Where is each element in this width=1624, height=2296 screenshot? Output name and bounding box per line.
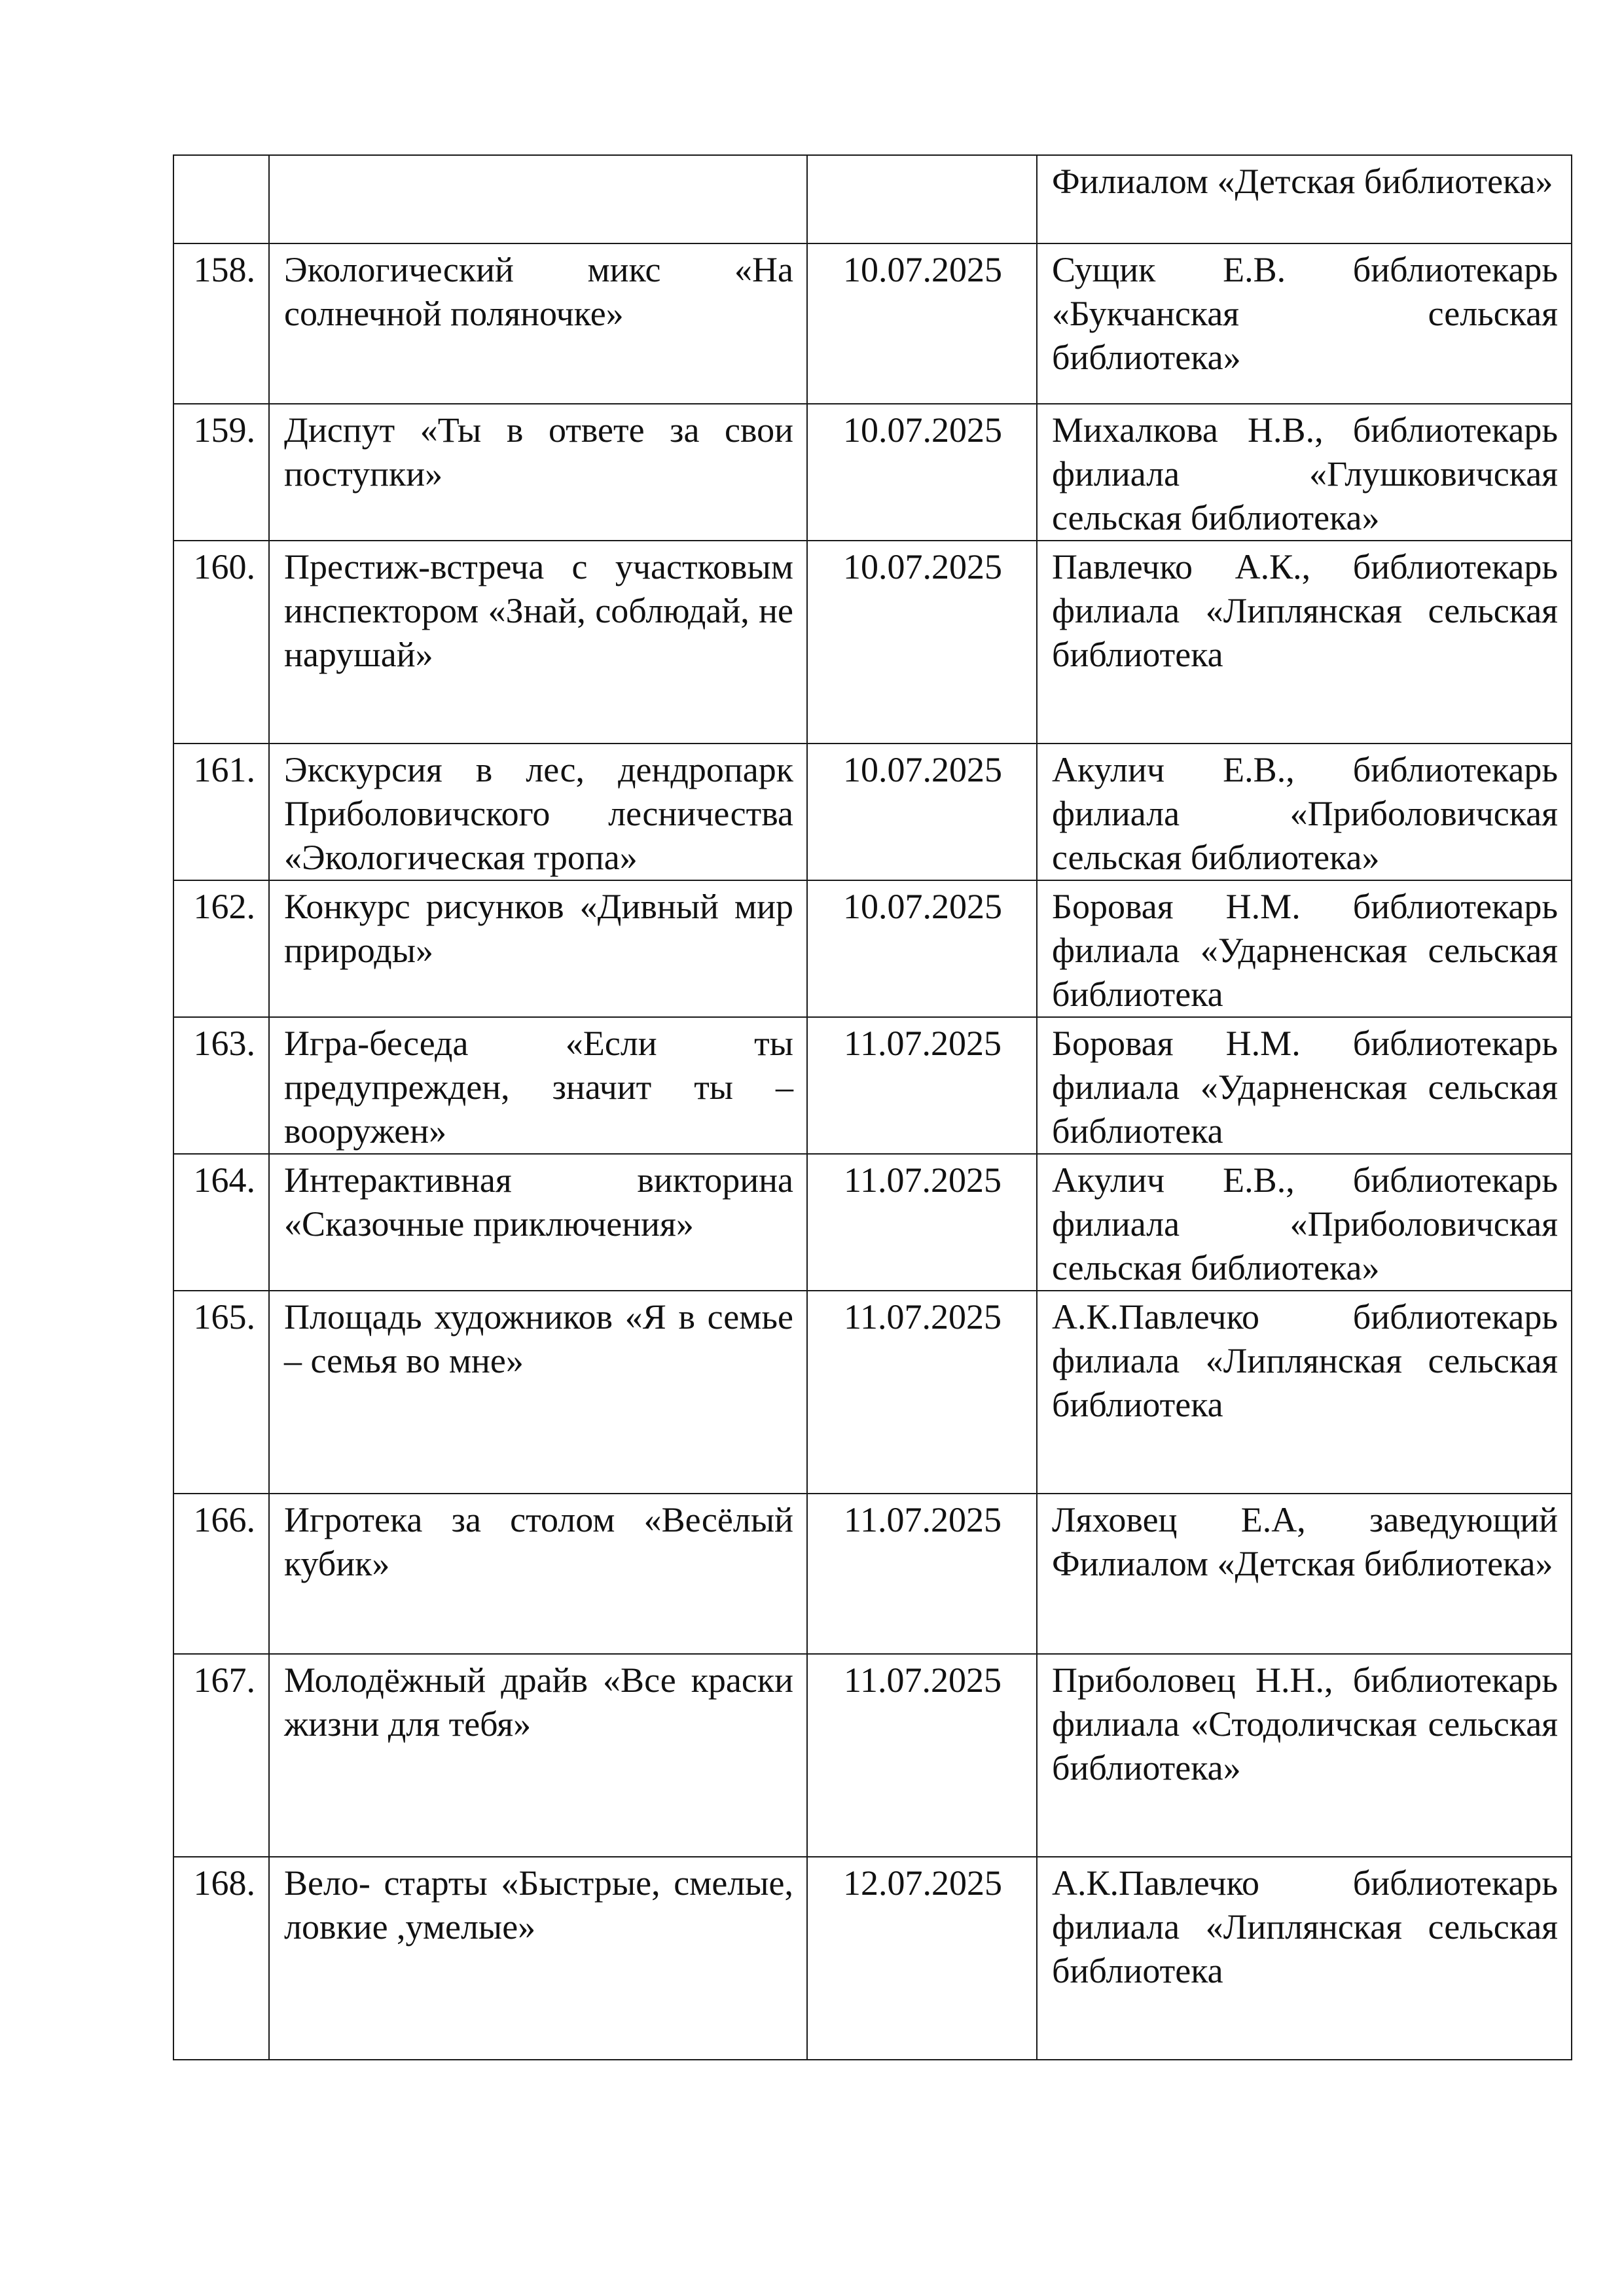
table-row	[173, 541, 1572, 744]
event-date: 10.07.2025	[807, 243, 1037, 404]
event-date: 11.07.2025	[807, 1494, 1037, 1654]
event-title: Вело- старты «Быстрые, смелые, ловкие ,умелые»	[269, 1857, 807, 2060]
table-row	[173, 1654, 1572, 1857]
responsible-person: А.К.Павлечко библиотекарь филиала «Липлянская сельская библиотека	[1037, 1857, 1572, 2060]
responsible-person: Филиалом «Детская библиотека»	[1037, 155, 1572, 243]
table-row	[173, 243, 1572, 404]
responsible-person: Ляховец Е.А, заведующий Филиалом «Детская библиотека»	[1037, 1494, 1572, 1654]
table-row	[173, 1494, 1572, 1654]
table-row	[173, 1857, 1572, 2060]
event-title: Игра-беседа «Если ты предупрежден, значит ты – вооружен»	[269, 1017, 807, 1154]
row-number: 162.	[173, 880, 269, 1017]
event-title: Диспут «Ты в ответе за свои поступки»	[269, 404, 807, 541]
responsible-person: Боровая Н.М. библиотекарь филиала «Ударненская сельская библиотека	[1037, 1017, 1572, 1154]
event-title: Экскурсия в лес, дендропарк Приболовичского лесничества «Экологическая тропа»	[269, 744, 807, 880]
event-date: 10.07.2025	[807, 541, 1037, 744]
table-row	[173, 155, 1572, 243]
table-row	[173, 744, 1572, 880]
event-date: 12.07.2025	[807, 1857, 1037, 2060]
row-number: 161.	[173, 744, 269, 880]
row-number: 158.	[173, 243, 269, 404]
table-row	[173, 1017, 1572, 1154]
event-title: Экологический микс «На солнечной поляночке»	[269, 243, 807, 404]
responsible-person: Акулич Е.В., библиотекарь филиала «Приболовичская сельская библиотека»	[1037, 1154, 1572, 1291]
event-title	[269, 155, 807, 243]
event-title: Игротека за столом «Весёлый кубик»	[269, 1494, 807, 1654]
event-date: 11.07.2025	[807, 1654, 1037, 1857]
event-date	[807, 155, 1037, 243]
row-number: 164.	[173, 1154, 269, 1291]
responsible-person: Михалкова Н.В., библиотекарь филиала «Глушковичская сельская библиотека»	[1037, 404, 1572, 541]
event-title: Престиж-встреча с участковым инспектором «Знай, соблюдай, не нарушай»	[269, 541, 807, 744]
event-date: 11.07.2025	[807, 1017, 1037, 1154]
event-title: Площадь художников «Я в семье – семья во мне»	[269, 1291, 807, 1494]
table-row	[173, 1154, 1572, 1291]
responsible-person: Акулич Е.В., библиотекарь филиала «Приболовичская сельская библиотека»	[1037, 744, 1572, 880]
table-row	[173, 880, 1572, 1017]
event-date: 10.07.2025	[807, 744, 1037, 880]
events-table	[173, 154, 1572, 2060]
event-date: 11.07.2025	[807, 1291, 1037, 1494]
row-number: 163.	[173, 1017, 269, 1154]
event-date: 11.07.2025	[807, 1154, 1037, 1291]
responsible-person: Боровая Н.М. библиотекарь филиала «Ударненская сельская библиотека	[1037, 880, 1572, 1017]
table-row	[173, 1291, 1572, 1494]
event-title: Интерактивная викторина «Сказочные приключения»	[269, 1154, 807, 1291]
row-number: 159.	[173, 404, 269, 541]
row-number: 160.	[173, 541, 269, 744]
responsible-person: Приболовец Н.Н., библиотекарь филиала «Стодоличская сельская библиотека»	[1037, 1654, 1572, 1857]
row-number: 168.	[173, 1857, 269, 2060]
responsible-person: Сущик Е.В. библиотекарь «Букчанская сельская библиотека»	[1037, 243, 1572, 404]
row-number: 165.	[173, 1291, 269, 1494]
event-date: 10.07.2025	[807, 880, 1037, 1017]
row-number: 167.	[173, 1654, 269, 1857]
responsible-person: А.К.Павлечко библиотекарь филиала «Липлянская сельская библиотека	[1037, 1291, 1572, 1494]
event-date: 10.07.2025	[807, 404, 1037, 541]
row-number	[173, 155, 269, 243]
event-title: Конкурс рисунков «Дивный мир природы»	[269, 880, 807, 1017]
event-title: Молодёжный драйв «Все краски жизни для тебя»	[269, 1654, 807, 1857]
document-page	[173, 154, 1571, 2060]
table-row	[173, 404, 1572, 541]
row-number: 166.	[173, 1494, 269, 1654]
responsible-person: Павлечко А.К., библиотекарь филиала «Липлянская сельская библиотека	[1037, 541, 1572, 744]
